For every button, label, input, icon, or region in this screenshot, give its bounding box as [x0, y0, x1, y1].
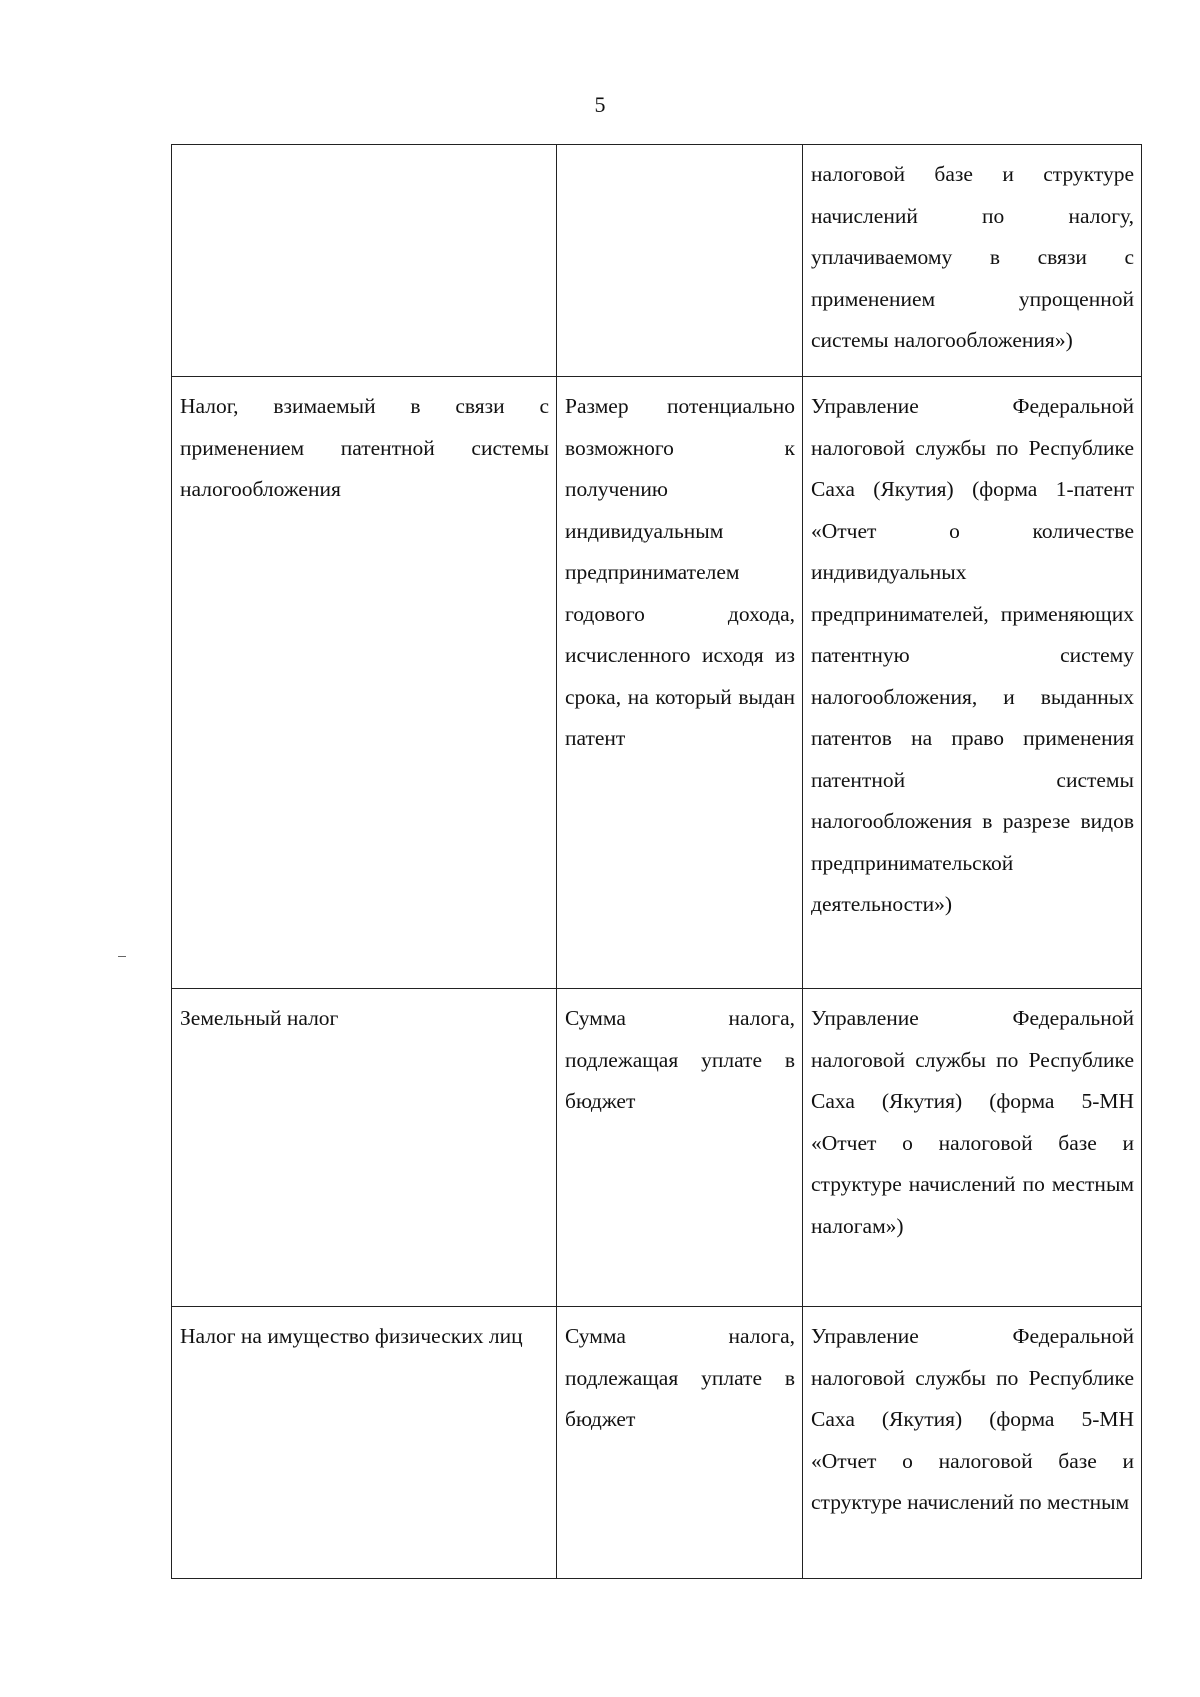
- scan-mark: [118, 956, 126, 957]
- data-source: налоговой базе и структуре начислений по налогу, уплачиваемому в связи с применением упрощенной системы налогообложения»): [811, 162, 1134, 352]
- table-row: [172, 145, 1142, 377]
- data-source: Управление Федеральной налоговой службы по Республике Саха (Якутия) (форма 1-патент «Отчет о количестве индивидуальных предпринимателей, применяющих патентную систему налогообложения, и выданных патентов на право применения патентной системы налогообложения в разрезе видов предпринимательской деятельности»): [811, 394, 1134, 916]
- tax-sources-table: [171, 144, 1142, 1579]
- data-source-cell: [803, 377, 1142, 989]
- data-source-cell: [803, 989, 1142, 1307]
- tax-name-cell: [172, 145, 557, 377]
- tax-name-cell: [172, 989, 557, 1307]
- table-row: [172, 1307, 1142, 1579]
- tax-name: Налог на имущество физических лиц: [180, 1324, 523, 1348]
- table-row: [172, 377, 1142, 989]
- data-source-cell: [803, 1307, 1142, 1579]
- tax-base-cell: [557, 989, 803, 1307]
- tax-name: Земельный налог: [180, 1006, 339, 1030]
- page-number: 5: [594, 92, 606, 117]
- tax-base-cell: [557, 145, 803, 377]
- tax-base: Сумма налога, подлежащая уплате в бюджет: [565, 1324, 795, 1431]
- data-source-cell: [803, 145, 1142, 377]
- tax-name-cell: [172, 1307, 557, 1579]
- tax-base-cell: [557, 377, 803, 989]
- table-row: [172, 989, 1142, 1307]
- tax-name: Налог, взимаемый в связи с применением патентной системы налогообложения: [180, 394, 549, 501]
- tax-base: Размер потенциально возможного к получению индивидуальным предпринимателем годового дохода, исчисленного исходя из срока, на который выдан патент: [565, 394, 795, 750]
- data-source: Управление Федеральной налоговой службы по Республике Саха (Якутия) (форма 5-МН «Отчет о налоговой базе и структуре начислений по местным налогам»): [811, 1006, 1134, 1238]
- tax-name-cell: [172, 377, 557, 989]
- tax-base-cell: [557, 1307, 803, 1579]
- tax-base: Сумма налога, подлежащая уплате в бюджет: [565, 1006, 795, 1113]
- data-source: Управление Федеральной налоговой службы по Республике Саха (Якутия) (форма 5-МН «Отчет о налоговой базе и структуре начислений по местным: [811, 1324, 1134, 1514]
